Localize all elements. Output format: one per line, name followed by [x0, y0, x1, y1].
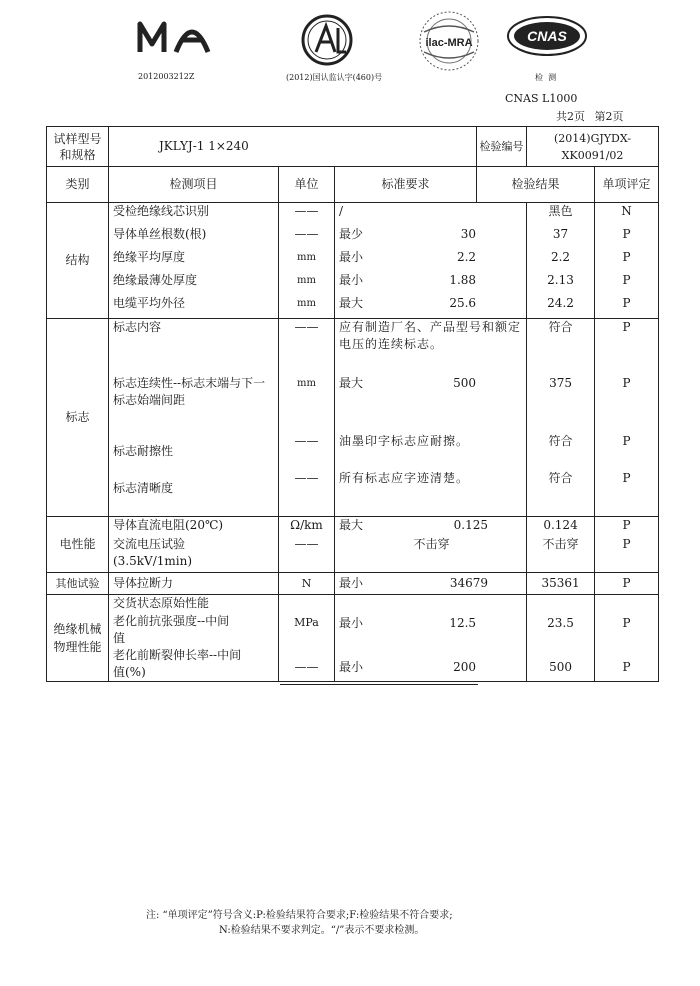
verdict: P	[622, 250, 631, 264]
verdict	[597, 595, 656, 613]
req-value: 200	[453, 660, 477, 674]
req-prefix: 最小	[339, 576, 364, 590]
unit-cell	[279, 517, 335, 573]
unit: N	[279, 573, 335, 595]
cnas-logo	[506, 14, 588, 58]
requirement-cell	[335, 203, 527, 319]
unit: mm	[297, 298, 316, 309]
end-of-report-line	[280, 684, 478, 685]
cnas-number: CNAS L1000	[505, 92, 578, 105]
category-cell: 其他试验	[47, 573, 109, 595]
req-text: 所有标志应字迹清楚。	[339, 471, 470, 485]
verdict: P	[622, 434, 631, 448]
item: 受检绝缘线芯识别	[113, 204, 210, 218]
group-marking	[47, 319, 659, 517]
item-cell	[109, 517, 279, 573]
result-cell	[527, 319, 595, 517]
verdict: P	[622, 660, 631, 674]
req-text	[339, 595, 524, 613]
unit: mm	[297, 252, 316, 263]
verdict-cell	[595, 319, 659, 517]
col-requirement: 标准要求	[335, 167, 477, 203]
req-value: 0.125	[453, 518, 489, 532]
item-cell	[109, 319, 279, 517]
unit-cell	[279, 319, 335, 517]
info-row	[47, 127, 659, 167]
result: 不击穿	[542, 537, 579, 551]
req-prefix: 最大	[339, 376, 364, 390]
requirement-cell	[335, 573, 527, 595]
category-cell: 标志	[47, 319, 109, 517]
item: 电缆平均外径	[113, 296, 186, 310]
result: 符合	[548, 320, 573, 334]
group-structure	[47, 203, 659, 319]
result: 37	[552, 227, 569, 241]
col-category: 类别	[47, 167, 109, 203]
item: 绝缘平均厚度	[113, 250, 186, 264]
report-label: 检验编号	[477, 127, 527, 167]
verdict: P	[622, 296, 631, 310]
category-cell: 绝缘机械物理性能	[47, 595, 109, 682]
footnote-line-1: 注: “单项评定”符号含义:P:检验结果符合要求;F:检验结果不符合要求;	[146, 910, 453, 921]
verdict-cell	[595, 517, 659, 573]
result: 符合	[548, 434, 573, 448]
item-cell	[109, 595, 279, 682]
item-cell	[109, 203, 279, 319]
result: 2.2	[550, 250, 571, 264]
group-other	[47, 573, 659, 595]
cal-code: (2012)国认监认字(460)号	[286, 73, 383, 82]
requirement-cell	[335, 595, 527, 682]
result-cell	[527, 203, 595, 319]
footnote-line-2: N:检验结果不要求判定。“/”表示不要求检测。	[219, 925, 425, 936]
test-results-table	[46, 126, 659, 682]
item: 导体拉断力	[109, 573, 279, 595]
unit: ——	[294, 434, 319, 448]
result: 35361	[527, 573, 595, 595]
result: 500	[549, 660, 572, 674]
unit: ——	[294, 227, 319, 241]
col-verdict: 单项评定	[595, 167, 659, 203]
column-header-row	[47, 167, 659, 203]
result-cell	[527, 517, 595, 573]
req-value: 34679	[449, 576, 489, 590]
ilac-mra-logo	[416, 10, 482, 72]
req-value: 30	[460, 227, 477, 241]
verdict: P	[595, 573, 659, 595]
unit: mm	[297, 378, 316, 389]
page-number: 第2页	[594, 110, 624, 123]
verdict: P	[622, 616, 631, 630]
item: 交货状态原始性能	[113, 596, 210, 610]
verdict: P	[622, 273, 631, 287]
item: 导体单丝根数(根)	[113, 227, 207, 241]
req-prefix: 最小	[339, 616, 364, 630]
req-prefix: 最小	[339, 250, 364, 264]
result	[529, 595, 592, 613]
model-label: 试样型号和规格	[47, 127, 109, 167]
req-value: 1.88	[449, 273, 477, 287]
req-prefix: 最大	[339, 296, 364, 310]
unit-cell	[279, 203, 335, 319]
item: 老化前断裂伸长率--中间值(%)	[113, 648, 242, 679]
result: 375	[549, 376, 572, 390]
model-value: JKLYJ-1 1×240	[109, 127, 477, 167]
verdict: P	[622, 227, 631, 241]
requirement-cell	[335, 517, 527, 573]
verdict-cell	[595, 203, 659, 319]
item: 交流电压试验(3.5kV/1min)	[113, 537, 193, 568]
cma-code: 2012003212Z	[138, 72, 195, 81]
item: 标志连续性--标志末端与下一标志始端间距	[113, 376, 266, 407]
total-pages: 共2页	[556, 110, 585, 123]
req-prefix: 最小	[339, 660, 364, 674]
req-text: 不击穿	[413, 537, 450, 551]
unit: ——	[294, 660, 319, 674]
svg-text:CNAS: CNAS	[527, 28, 567, 44]
req-prefix: 最小	[339, 273, 364, 287]
item: 绝缘最薄处厚度	[113, 273, 198, 287]
item: 标志耐擦性	[113, 444, 174, 458]
unit: ——	[294, 320, 319, 334]
req-text: 应有制造厂名、产品型号和额定电压的连续标志。	[339, 320, 522, 351]
category-cell: 电性能	[47, 517, 109, 573]
req-prefix: /	[339, 204, 344, 218]
verdict: P	[622, 471, 631, 485]
unit: ——	[294, 537, 319, 551]
item: 老化前抗张强度--中间值	[113, 614, 230, 645]
category-cell: 结构	[47, 203, 109, 319]
group-electrical	[47, 517, 659, 573]
page-info	[556, 108, 624, 124]
requirement-cell	[335, 319, 527, 517]
req-prefix: 最大	[339, 518, 364, 532]
unit: ——	[294, 471, 319, 485]
result-cell	[527, 595, 595, 682]
item: 标志内容	[113, 320, 162, 334]
result: 2.13	[547, 273, 574, 287]
verdict: N	[621, 204, 632, 218]
req-value: 2.2	[456, 250, 477, 264]
unit: mm	[297, 275, 316, 286]
verdict-cell	[595, 595, 659, 682]
verdict: P	[622, 518, 631, 532]
svg-text:ilac-MRA: ilac-MRA	[425, 37, 473, 49]
unit: MPa	[294, 616, 319, 629]
req-text: 油墨印字标志应耐擦。	[339, 434, 470, 448]
col-item: 检测项目	[109, 167, 279, 203]
cal-logo	[298, 14, 356, 66]
req-prefix: 最少	[339, 227, 364, 241]
report-value: (2014)GJYDX-XK0091/02	[527, 127, 659, 167]
result: 0.124	[543, 518, 578, 532]
unit: Ω/km	[290, 518, 323, 532]
unit-cell	[279, 595, 335, 682]
group-mechanical	[47, 595, 659, 682]
req-value: 12.5	[449, 616, 477, 630]
result: 符合	[548, 471, 573, 485]
unit: ——	[294, 204, 319, 218]
result: 23.5	[547, 616, 574, 630]
verdict: P	[622, 320, 631, 334]
result: 黑色	[548, 204, 573, 218]
verdict: P	[622, 376, 631, 390]
req-value: 25.6	[449, 296, 477, 310]
unit	[281, 595, 332, 613]
req-value: 500	[453, 376, 477, 390]
item: 导体直流电阻(20℃)	[113, 518, 224, 532]
footnote	[146, 908, 453, 938]
verdict: P	[622, 537, 631, 551]
cnas-label: 检 测	[535, 73, 557, 82]
result: 24.2	[547, 296, 574, 310]
col-result: 检验结果	[477, 167, 595, 203]
cma-logo	[136, 14, 220, 58]
item: 标志清晰度	[113, 481, 174, 495]
col-unit: 单位	[279, 167, 335, 203]
